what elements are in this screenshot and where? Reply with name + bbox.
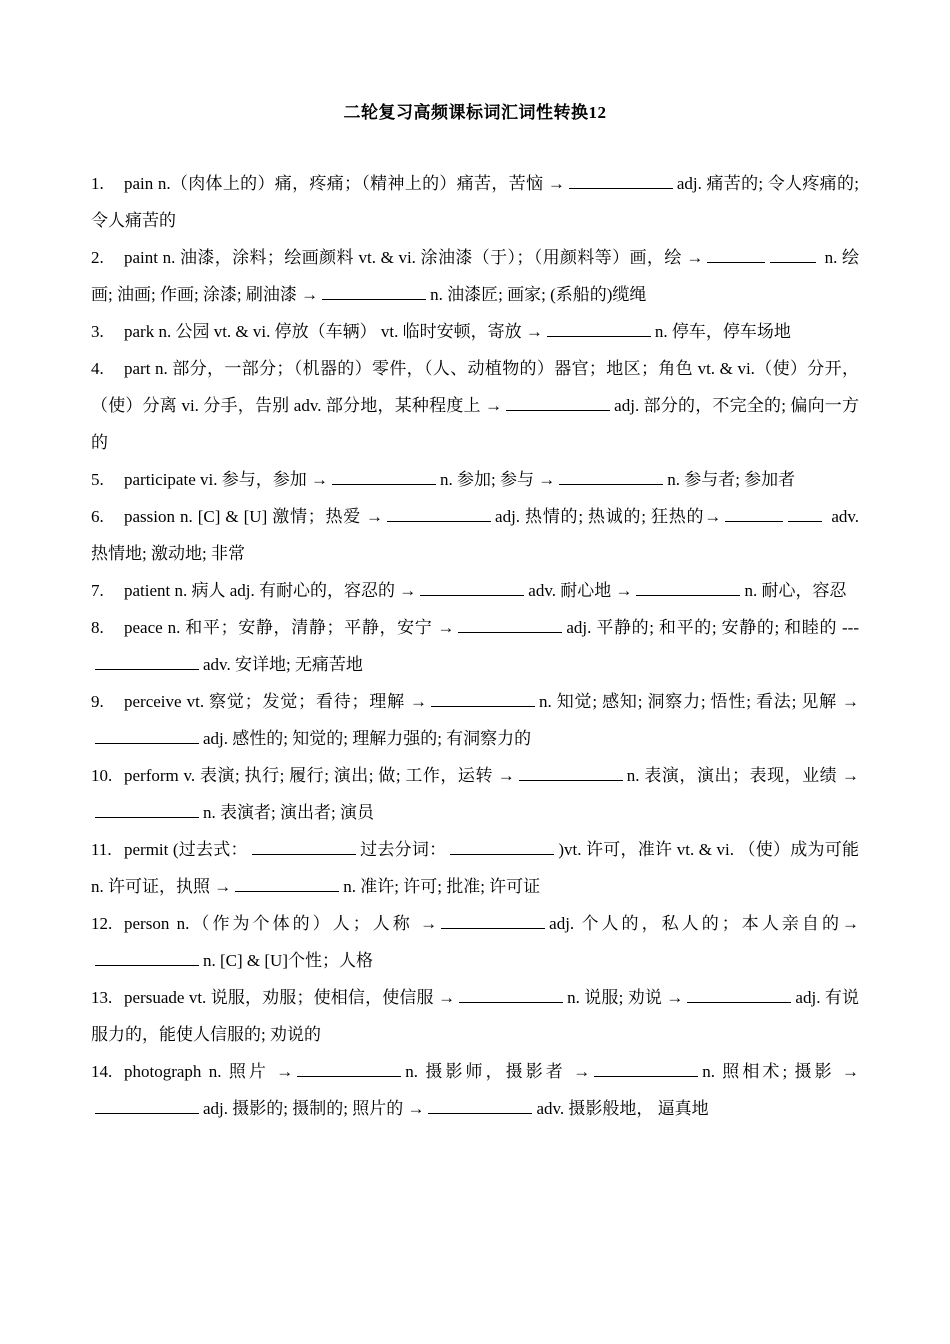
answer-blank-continued[interactable]	[788, 504, 822, 522]
list-item: 11. permit (过去式： 过去分词： )vt. 许可，准许 vt. & vi. （使）成为可能 n. 许可证，执照 → n. 准许; 许可; 批准; 许可证	[91, 831, 859, 905]
answer-blank[interactable]	[459, 985, 563, 1003]
list-item: 1. pain n.（肉体上的）痛，疼痛；（精神上的）痛苦，苦恼 → adj. 痛苦的; 令人疼痛的; 令人痛苦的	[91, 165, 859, 239]
list-item: 4. part n. 部分，一部分；（机器的）零件，（人、动植物的）器官；地区；角色 vt. & vi.（使）分开，（使）分离 vi. 分手，告别 adv. 部分地，某种程度上 → adj. 部分的，不完全的; 偏向一方的	[91, 350, 859, 461]
answer-blank[interactable]	[297, 1059, 401, 1077]
item-number: 12.	[91, 914, 113, 933]
answer-blank[interactable]	[322, 282, 426, 300]
page-title: 二轮复习高频课标词汇词性转换12	[343, 103, 607, 122]
answer-blank[interactable]	[95, 800, 199, 818]
list-item: 6. passion n. [C] & [U] 激情；热爱 → adj. 热情的; 热诚的; 狂热的→ adv. 热情地; 激动地; 非常	[91, 498, 859, 572]
item-number: 10.	[91, 766, 113, 785]
answer-blank[interactable]	[569, 171, 673, 189]
list-item: 9. perceive vt. 察觉；发觉；看待；理解 → n. 知觉; 感知; 洞察力; 悟性; 看法; 见解 →adj. 感性的; 知觉的; 理解力强的; 有洞察力的	[91, 683, 859, 757]
answer-blank[interactable]	[95, 948, 199, 966]
item-number: 13.	[91, 988, 113, 1007]
answer-blank[interactable]	[559, 467, 663, 485]
answer-blank[interactable]	[95, 1096, 199, 1114]
answer-blank[interactable]	[95, 726, 199, 744]
answer-blank[interactable]	[458, 615, 562, 633]
answer-blank[interactable]	[519, 763, 623, 781]
item-number: 7.	[91, 581, 104, 600]
item-number: 1.	[91, 174, 104, 193]
answer-blank[interactable]	[431, 689, 535, 707]
answer-blank[interactable]	[687, 985, 791, 1003]
item-number: 3.	[91, 322, 104, 341]
item-number: 11.	[91, 840, 112, 859]
list-item: 7. patient n. 病人 adj. 有耐心的，容忍的 → adv. 耐心地 → n. 耐心，容忍	[91, 572, 859, 609]
answer-blank[interactable]	[420, 578, 524, 596]
answer-blank-continued[interactable]	[770, 245, 816, 263]
answer-blank[interactable]	[95, 652, 199, 670]
answer-blank[interactable]	[428, 1096, 532, 1114]
answer-blank[interactable]	[547, 319, 651, 337]
item-number: 4.	[91, 359, 104, 378]
item-number: 5.	[91, 470, 104, 489]
list-item: 5. participate vi. 参与，参加 → n. 参加; 参与 → n. 参与者; 参加者	[91, 461, 859, 498]
answer-blank[interactable]	[636, 578, 740, 596]
answer-blank[interactable]	[725, 504, 783, 522]
item-number: 8.	[91, 618, 104, 637]
item-number: 6.	[91, 507, 104, 526]
list-item: 12. person n.（作为个体的）人；人称 → adj. 个人的，私人的；本人亲自的→n. [C] & [U]个性；人格	[91, 905, 859, 979]
list-item: 3. park n. 公园 vt. & vi. 停放（车辆） vt. 临时安顿，寄放 → n. 停车，停车场地	[91, 313, 859, 350]
list-item: 13. persuade vt. 说服，劝服；使相信，使信服 → n. 说服; 劝说 → adj. 有说服力的，能使人信服的; 劝说的	[91, 979, 859, 1053]
answer-blank[interactable]	[332, 467, 436, 485]
list-item: 2. paint n. 油漆，涂料；绘画颜料 vt. & vi. 涂油漆（于）；（用颜料等）画，绘 → n. 绘画; 油画; 作画; 涂漆; 刷油漆 → n. 油漆匠; 画家; (系船的)缆绳	[91, 239, 859, 313]
item-number: 9.	[91, 692, 104, 711]
item-number: 14.	[91, 1062, 113, 1081]
list-item: 8. peace n. 和平；安静，清静；平静，安宁 → adj. 平静的; 和平的; 安静的; 和睦的 ---adv. 安详地; 无痛苦地	[91, 609, 859, 683]
past-tense-blank[interactable]	[252, 837, 356, 855]
answer-blank[interactable]	[387, 504, 491, 522]
list-item: 14. photograph n. 照片 → n. 摄影师，摄影者 → n. 照相术; 摄影 →adj. 摄影的; 摄制的; 照片的 → adv. 摄影般地， 逼真地	[91, 1053, 859, 1127]
vocabulary-list	[91, 165, 859, 1127]
answer-blank[interactable]	[594, 1059, 698, 1077]
item-number: 2.	[91, 248, 104, 267]
answer-blank[interactable]	[707, 245, 765, 263]
answer-blank[interactable]	[506, 393, 610, 411]
past-participle-blank[interactable]	[450, 837, 554, 855]
list-item: 10. perform v. 表演; 执行; 履行; 演出; 做; 工作，运转 → n. 表演，演出；表现，业绩 →n. 表演者; 演出者; 演员	[91, 757, 859, 831]
answer-blank[interactable]	[441, 911, 545, 929]
answer-blank[interactable]	[235, 874, 339, 892]
